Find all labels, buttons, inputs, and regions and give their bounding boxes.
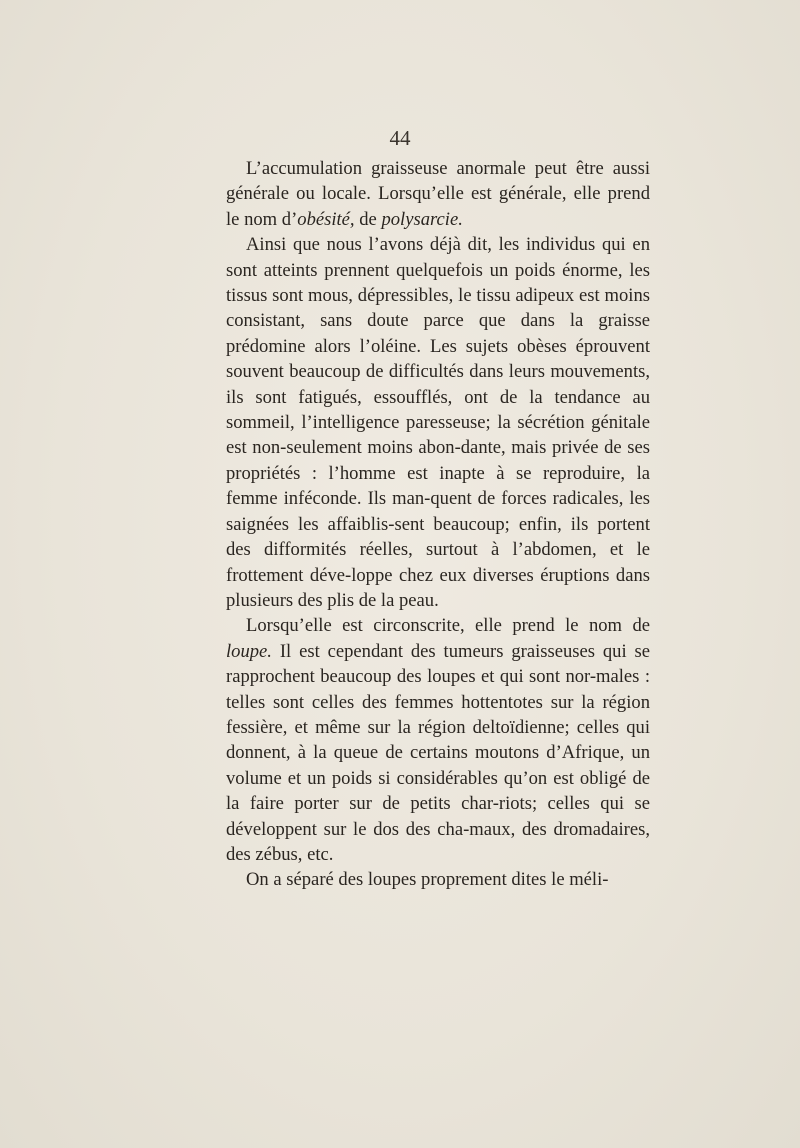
paragraph-2: Ainsi que nous l’avons déjà dit, les individus qui en sont atteints prennent quelquefois un poids énorme, les tissus sont mous, dépressibles, le tissu adipeux est moins consistant, sans doute parce que dans la graisse prédomine alors l’oléine. Les sujets obèses éprouvent souvent beaucoup de difficultés dans leurs mouvements, ils sont fatigués, essoufflés, ont de la tendance au sommeil, l’intelligence paresseuse; la sécrétion génitale est non-seulement moins abon-dante, mais privée de ses propriétés : l’homme est inapte à se reproduire, la femme inféconde. Ils man-quent de forces radicales, les saignées les affaiblis-sent beaucoup; enfin, ils portent des difformités réelles, surtout à l’abdomen, et le frottement déve-loppe chez eux diverses éruptions dans plusieurs des plis de la peau. [226, 234, 650, 611]
paragraph-1-lead: L’accumulation graisseuse anormale peut être aussi générale ou locale. Lorsqu’elle est générale, elle prend le nom d’ [226, 158, 650, 230]
paragraph-1-mid: de [354, 208, 382, 230]
paragraph-4: On a séparé des loupes proprement dites le méli- [246, 869, 609, 891]
paragraph-3-lead: Lorsqu’elle est circonscrite, elle prend le nom de [246, 615, 650, 637]
term-obesite: obésité, [297, 208, 355, 230]
paragraph-3 [226, 613, 650, 867]
term-loupe: loupe. [226, 640, 272, 662]
page-number: 44 [389, 126, 411, 150]
paragraph-3-tail: Il est cependant des tumeurs graisseuses qui se rapprochent beaucoup des loupes et qui sont nor-males : telles sont celles des femmes hottentotes sur la région fessière, et même sur la région deltoïdienne; celles qui donnent, à la queue de certains moutons d’Afrique, un volume et un poids si considérables qu’on est obligé de la faire porter sur de petits char-riots; celles qui se développent sur le dos des cha-maux, des dromadaires, des zébus, etc. [226, 640, 650, 865]
body-text [226, 156, 650, 893]
paragraph-1 [226, 156, 650, 232]
term-polysarcie: polysarcie. [381, 208, 463, 230]
